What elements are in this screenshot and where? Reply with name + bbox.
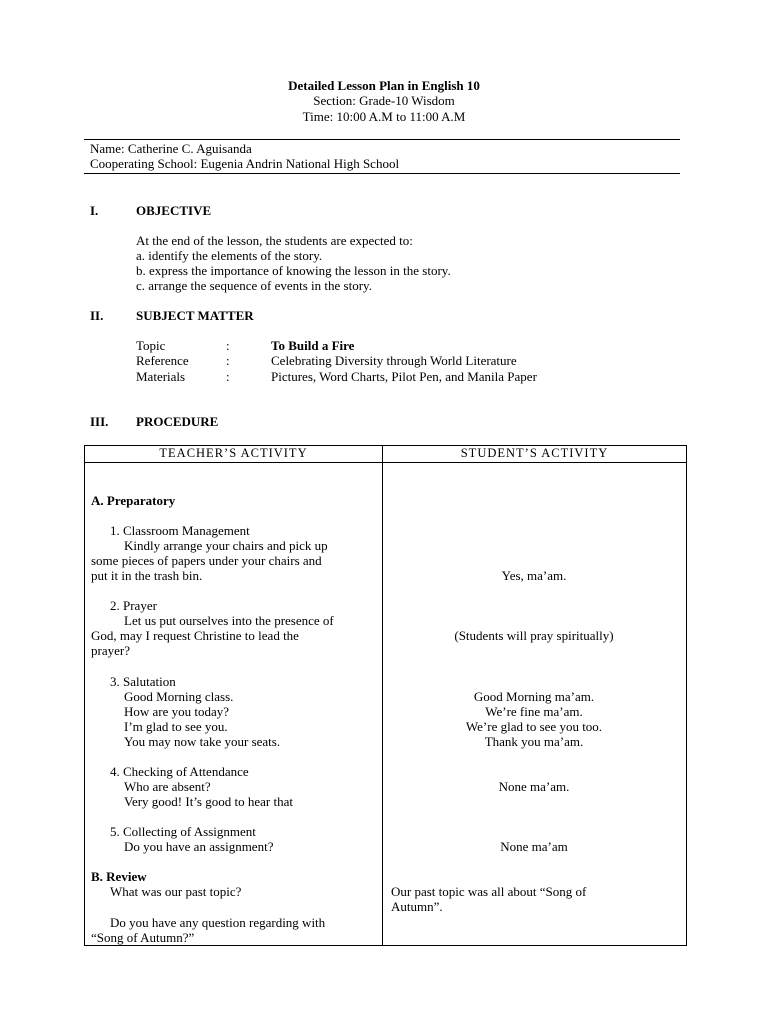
objective-intro: At the end of the lesson, the students are expected to: — [136, 233, 413, 248]
objective-numeral: I. — [90, 203, 99, 218]
student-response: Good Morning ma’am. — [473, 689, 595, 704]
review-heading: B. Review — [91, 869, 147, 884]
topic-sep: : — [226, 338, 230, 353]
teacher-line: some pieces of papers under your chairs and — [91, 553, 322, 568]
teacher-activity-cell — [85, 463, 383, 946]
top-rule — [84, 139, 680, 140]
reference-value: Celebrating Diversity through World Literature — [271, 353, 517, 368]
reference-sep: : — [226, 353, 230, 368]
teacher-line: You may now take your seats. — [124, 734, 281, 749]
objective-heading: OBJECTIVE — [136, 203, 212, 218]
student-response: None ma’am. — [498, 779, 570, 794]
materials-sep: : — [226, 369, 230, 384]
teacher-line: God, may I request Christine to lead the — [91, 628, 299, 643]
teacher-line: put it in the trash bin. — [91, 568, 203, 583]
materials-label: Materials — [136, 369, 186, 384]
salutation-title: 3. Salutation — [110, 674, 176, 689]
classroom-management-title: 1. Classroom Management — [110, 523, 250, 538]
student-response: Autumn”. — [391, 899, 443, 914]
attendance-title: 4. Checking of Attendance — [110, 764, 249, 779]
student-response: Thank you ma’am. — [484, 734, 584, 749]
document-title: Detailed Lesson Plan in English 10 — [288, 78, 480, 93]
teacher-line: Who are absent? — [124, 779, 211, 794]
procedure-numeral: III. — [90, 414, 109, 429]
topic-label: Topic — [136, 338, 166, 353]
time-line: Time: 10:00 A.M to 11:00 A.M — [302, 109, 466, 124]
objective-item: b. express the importance of knowing the lesson in the story. — [136, 263, 451, 278]
prayer-title: 2. Prayer — [110, 598, 157, 613]
subject-numeral: II. — [90, 308, 104, 323]
student-response: None ma’am — [500, 839, 568, 854]
student-response: We’re fine ma’am. — [485, 704, 583, 719]
bottom-rule — [84, 173, 680, 174]
section-line: Section: Grade-10 Wisdom — [313, 93, 455, 108]
teacher-line: Kindly arrange your chairs and pick up — [124, 538, 328, 553]
teacher-line: Let us put ourselves into the presence of — [124, 613, 334, 628]
student-response: (Students will pray spiritually) — [454, 628, 614, 643]
teacher-line: Do you have any question regarding with — [110, 915, 326, 930]
student-activity-cell — [383, 463, 687, 946]
assignment-title: 5. Collecting of Assignment — [110, 824, 256, 839]
student-response: We’re glad to see you too. — [465, 719, 603, 734]
name-line: Name: Catherine C. Aguisanda — [90, 141, 252, 156]
teacher-line: I’m glad to see you. — [124, 719, 228, 734]
teacher-line: What was our past topic? — [110, 884, 242, 899]
teacher-line: Good Morning class. — [124, 689, 234, 704]
teacher-line: prayer? — [91, 643, 130, 658]
topic-value: To Build a Fire — [271, 338, 355, 353]
objective-item: c. arrange the sequence of events in the story. — [136, 278, 372, 293]
student-activity-header: STUDENT’S ACTIVITY — [383, 446, 687, 463]
reference-label: Reference — [136, 353, 189, 368]
teacher-line: “Song of Autumn?” — [91, 930, 195, 945]
teacher-line: Very good! It’s good to hear that — [124, 794, 293, 809]
student-response: Yes, ma’am. — [501, 568, 567, 583]
teacher-line: How are you today? — [124, 704, 230, 719]
procedure-heading: PROCEDURE — [136, 414, 219, 429]
objective-item: a. identify the elements of the story. — [136, 248, 323, 263]
teacher-activity-header: TEACHER’S ACTIVITY — [85, 446, 383, 463]
school-line: Cooperating School: Eugenia Andrin National High School — [90, 156, 400, 171]
teacher-line: Do you have an assignment? — [124, 839, 274, 854]
subject-heading: SUBJECT MATTER — [136, 308, 254, 323]
procedure-table — [84, 445, 687, 946]
preparatory-heading: A. Preparatory — [91, 493, 176, 508]
student-response: Our past topic was all about “Song of — [391, 884, 587, 899]
materials-value: Pictures, Word Charts, Pilot Pen, and Manila Paper — [271, 369, 537, 384]
